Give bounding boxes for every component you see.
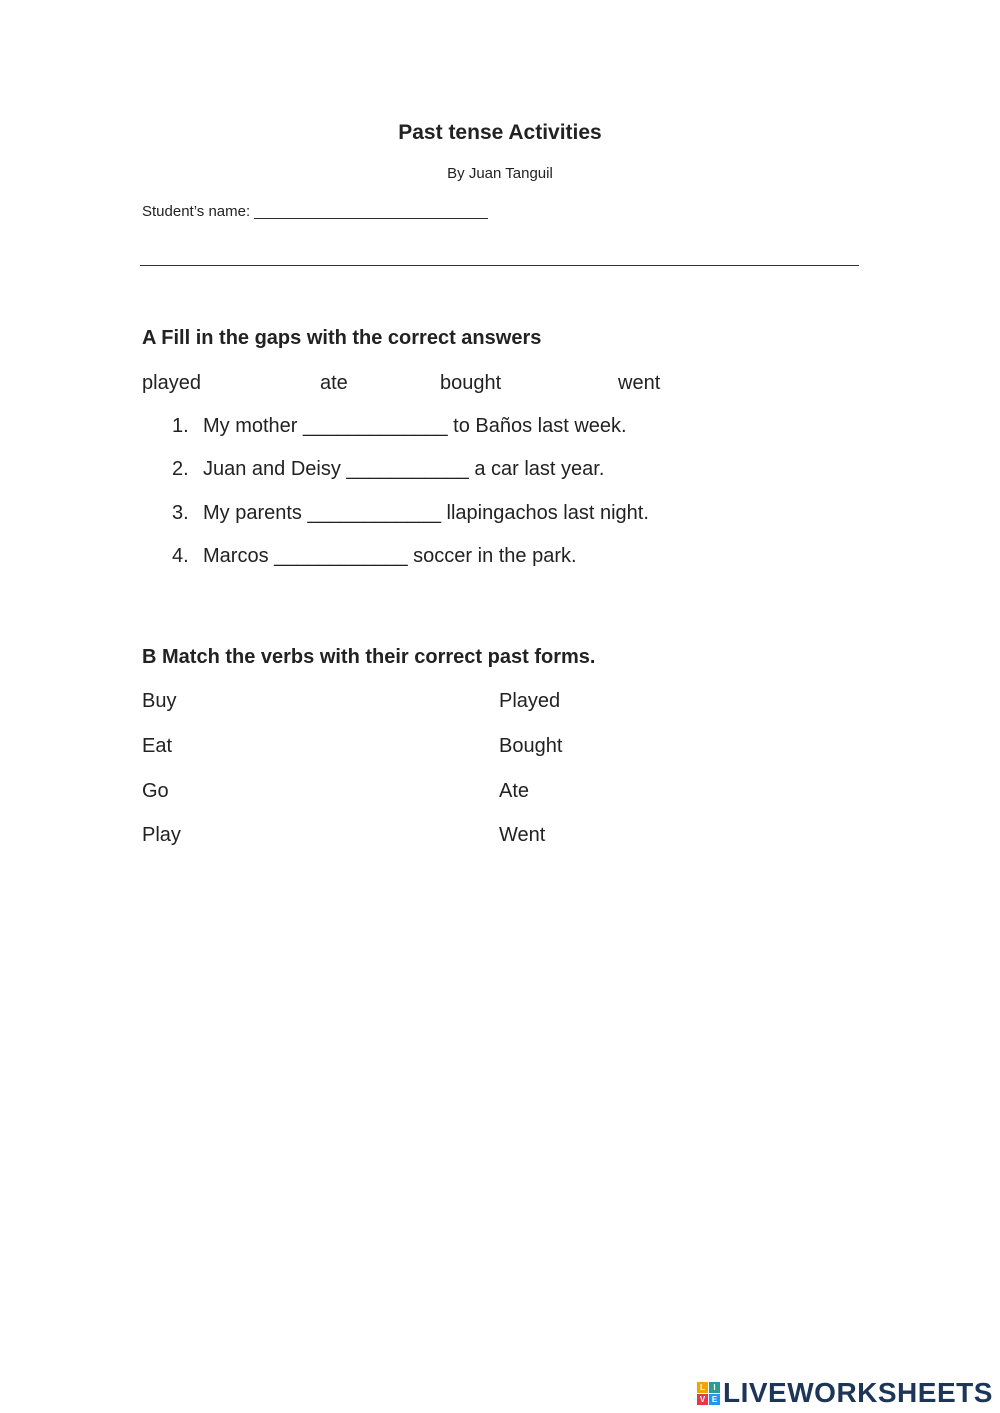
word-bank-item: ate [320, 372, 348, 394]
match-verb-past[interactable]: Bought [499, 735, 563, 757]
match-verb-base[interactable]: Play [142, 824, 181, 846]
item-number: 3. [172, 502, 189, 524]
logo-mark-letter: I [709, 1382, 720, 1393]
logo-mark-letter: V [697, 1394, 708, 1405]
gap-fill-sentence[interactable]: Marcos ____________ soccer in the park. [203, 545, 577, 567]
student-name-field[interactable]: Student’s name: ____________________________ [142, 203, 488, 220]
worksheet-title: Past tense Activities [398, 121, 602, 144]
match-verb-base[interactable]: Go [142, 780, 169, 802]
match-verb-past[interactable]: Went [499, 824, 546, 846]
section-a-heading: A Fill in the gaps with the correct answers [142, 327, 542, 349]
word-bank-item: went [618, 372, 661, 394]
item-number: 2. [172, 458, 189, 480]
match-verb-past[interactable]: Played [499, 690, 561, 712]
section-b-heading: B Match the verbs with their correct past forms. [142, 646, 596, 668]
gap-fill-sentence[interactable]: My parents ____________ llapingachos last night. [203, 502, 649, 524]
match-verb-base[interactable]: Eat [142, 735, 173, 757]
logo-mark-letter: E [709, 1394, 720, 1405]
match-verb-base[interactable]: Buy [142, 690, 177, 712]
item-number: 1. [172, 415, 189, 437]
liveworksheets-mark-icon [697, 1382, 720, 1405]
match-verb-past[interactable]: Ate [499, 780, 530, 802]
liveworksheets-logo [697, 1376, 993, 1410]
word-bank-item: bought [440, 372, 502, 394]
gap-fill-sentence[interactable]: Juan and Deisy ___________ a car last year. [203, 458, 605, 480]
gap-fill-sentence[interactable]: My mother _____________ to Baños last week. [203, 415, 627, 437]
author-line: By Juan Tanguil [447, 165, 553, 182]
word-bank-item: played [142, 372, 201, 394]
item-number: 4. [172, 545, 189, 567]
divider-line [140, 265, 859, 266]
logo-text: LIVEWORKSHEETS [723, 1377, 993, 1408]
logo-mark-letter: L [697, 1382, 708, 1393]
